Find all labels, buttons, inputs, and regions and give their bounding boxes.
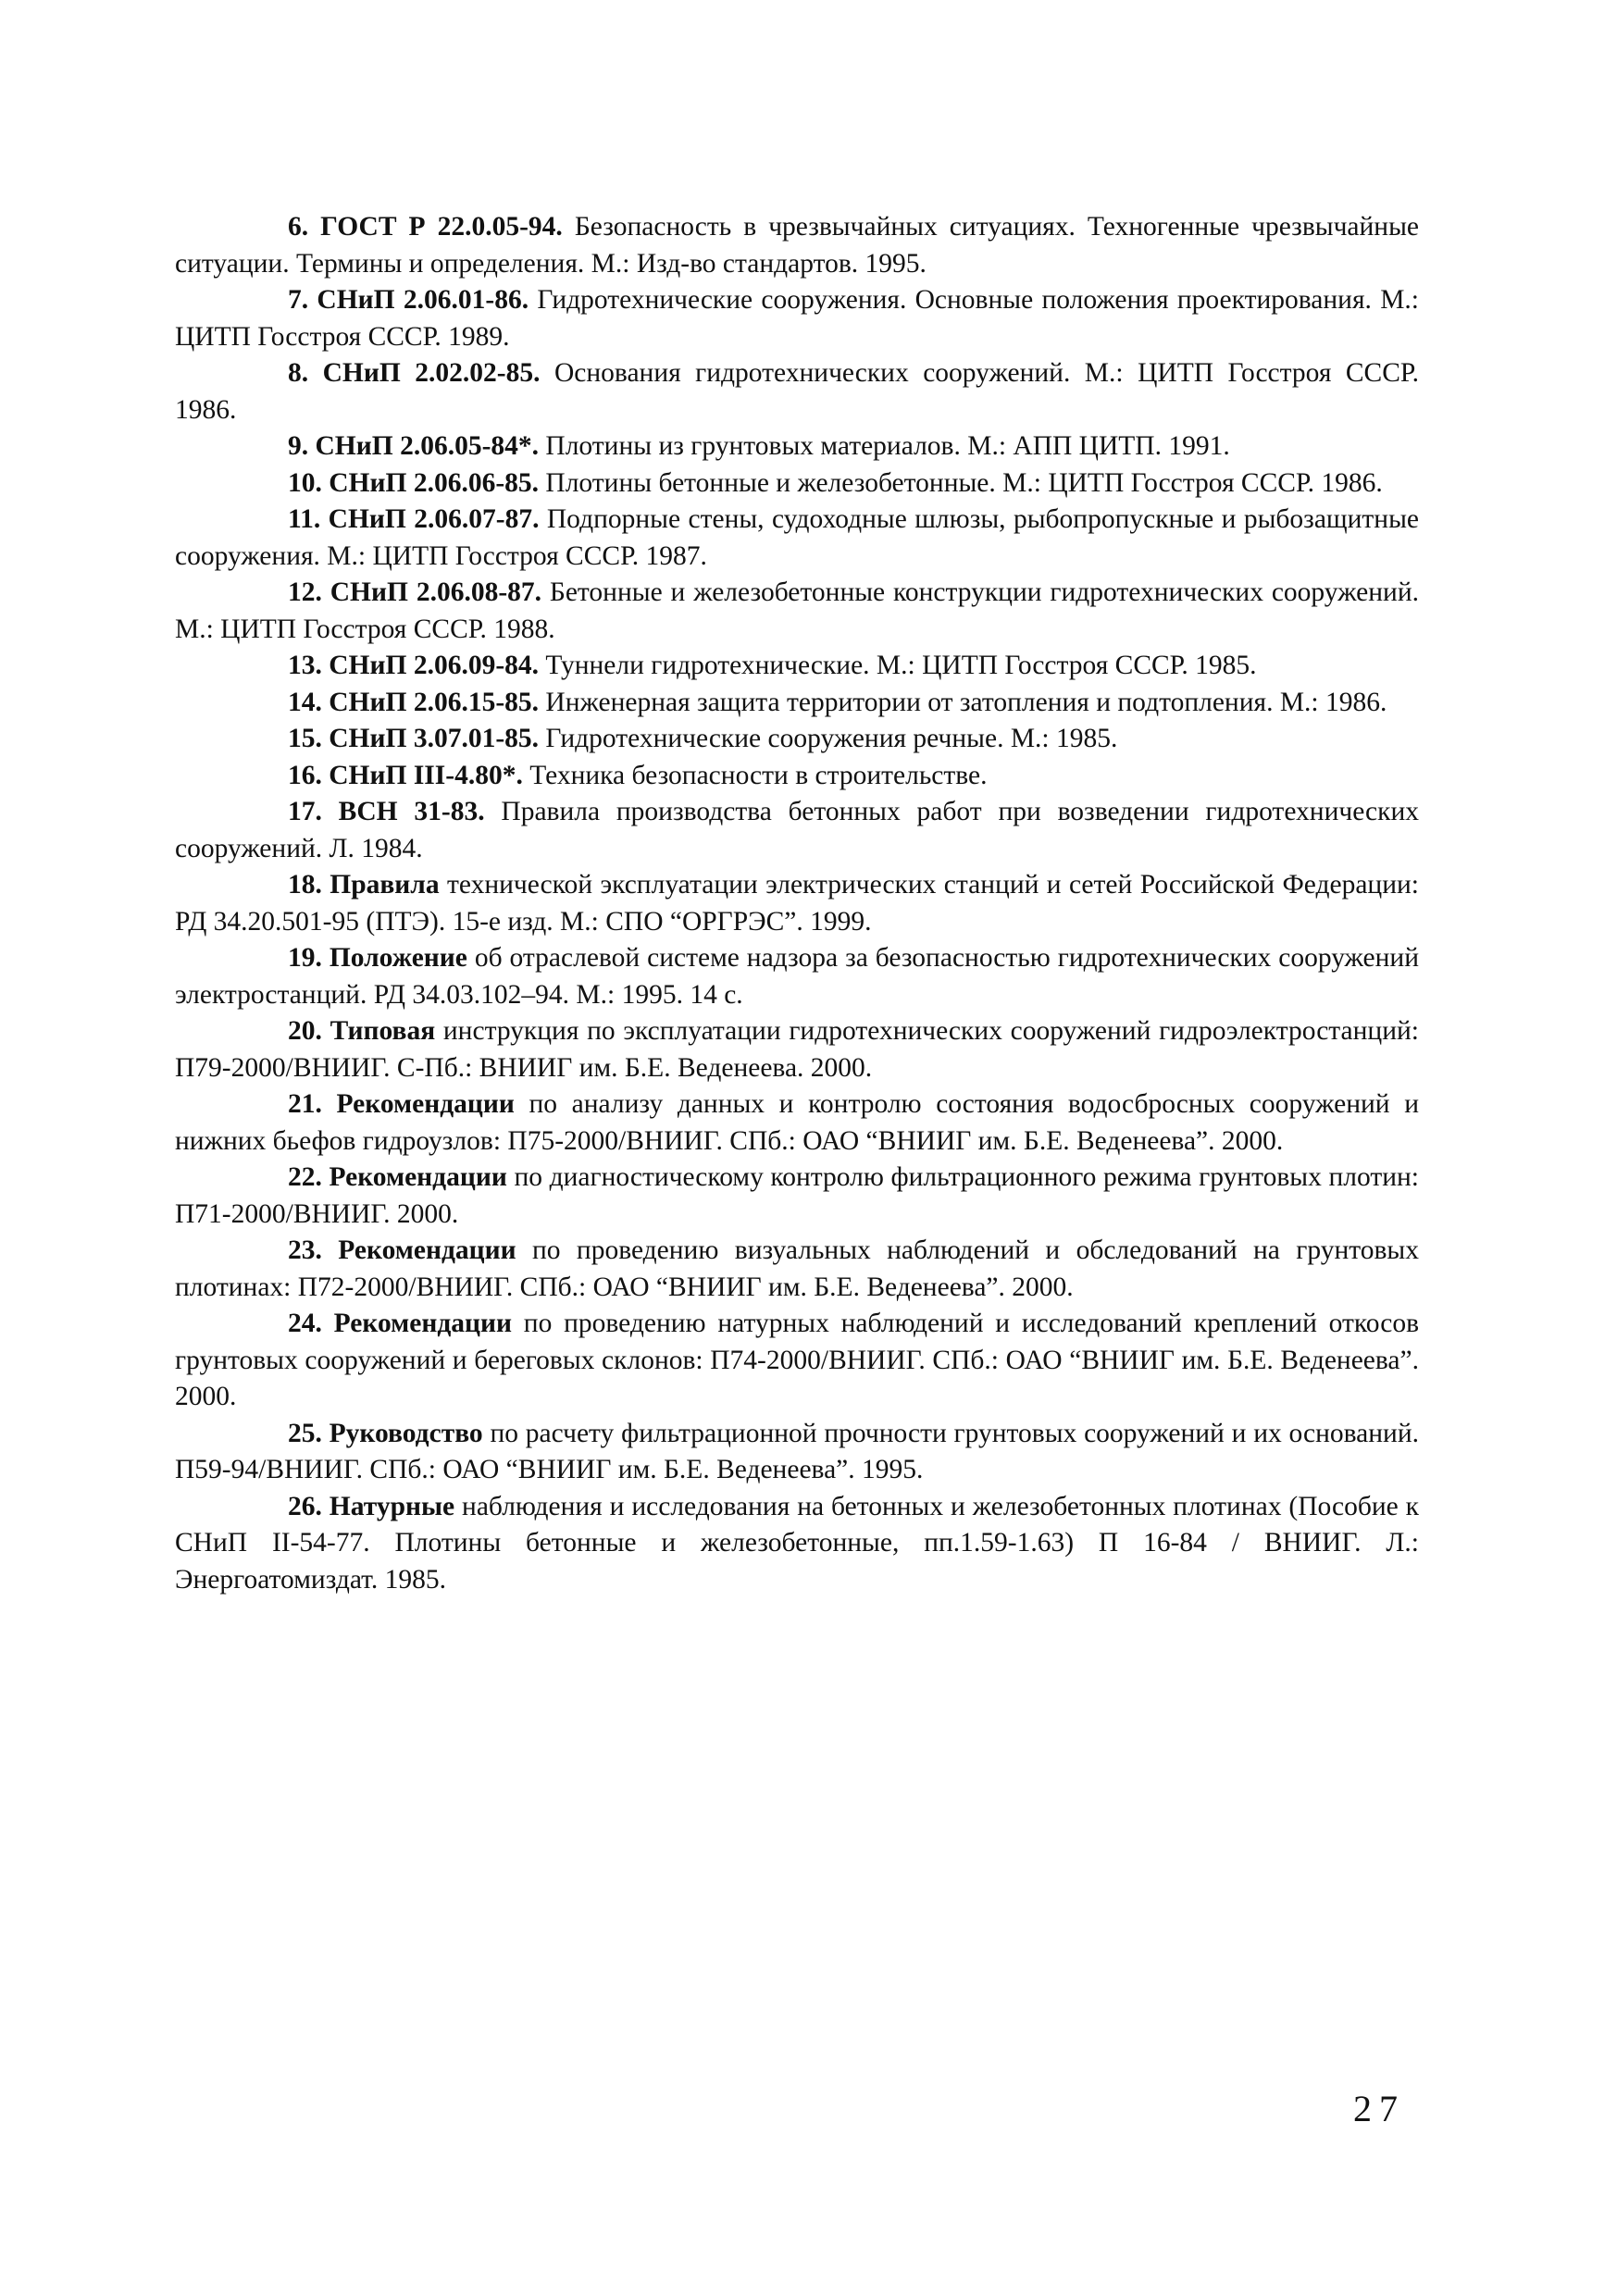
reference-item [175, 758, 1419, 795]
reference-title: 24. Рекомендации [288, 1309, 513, 1338]
reference-details: по проведению натурных наблюдений и исследований креплений откосов грунтовых сооружений и береговых склонов: П74-2000/ВНИИГ. СПб.: ОАО “ВНИИГ им. Б.Е. Веденеева”. 2000. [175, 1309, 1419, 1411]
reference-item [175, 867, 1419, 940]
reference-details: технической эксплуатации электрических станций и сетей Российской Федерации: РД 34.20.501-95 (ПТЭ). 15-е изд. М.: СПО “ОРГРЭС”. 1999. [175, 870, 1419, 937]
reference-item [175, 465, 1419, 503]
reference-item [175, 209, 1419, 282]
reference-details: Безопасность в чрезвычайных ситуациях. Техногенные чрезвычайные ситуации. Термины и определения. М.: Изд-во стандартов. 1995. [175, 212, 1419, 279]
reference-title: 16. СНиП III-4.80*. [288, 760, 523, 790]
reference-details: по диагностическому контролю фильтрационного режима грунтовых плотин: П71-2000/ВНИИГ. 2000. [175, 1162, 1419, 1229]
reference-item [175, 794, 1419, 867]
reference-list [175, 209, 1419, 1598]
reference-item [175, 685, 1419, 722]
reference-title: 22. Рекомендации [288, 1162, 507, 1192]
reference-title: 13. СНиП 2.06.09-84. [288, 651, 540, 680]
reference-details: Гидротехнические сооружения. Основные положения проектирования. М.: ЦИТП Госстроя СССР. 1989. [175, 285, 1419, 352]
reference-details: по расчету фильтрационной прочности грунтовых сооружений и их оснований. П59-94/ВНИИГ. СПб.: ОАО “ВНИИГ им. Б.Е. Веденеева”. 1995. [175, 1418, 1419, 1484]
reference-title: 26. Натурные [288, 1491, 455, 1521]
reference-details: Техника безопасности в строительстве. [522, 760, 988, 790]
reference-title: 17. ВСН 31-83. [288, 797, 485, 826]
reference-details: Правила производства бетонных работ при возведении гидротехнических сооружений. Л. 1984. [175, 797, 1419, 863]
reference-title: 23. Рекомендации [288, 1235, 516, 1265]
reference-item [175, 940, 1419, 1013]
reference-details: Туннели гидротехнические. М.: ЦИТП Госстроя СССР. 1985. [539, 651, 1257, 680]
reference-item [175, 1013, 1419, 1086]
reference-item [175, 1416, 1419, 1489]
reference-item [175, 355, 1419, 428]
reference-title: 15. СНиП 3.07.01-85. [288, 724, 540, 753]
page-number: 27 [1353, 2088, 1405, 2129]
reference-item [175, 502, 1419, 575]
reference-title: 8. СНиП 2.02.02-85. [288, 358, 541, 388]
reference-title: 19. Положение [288, 943, 467, 973]
reference-title: 9. СНиП 2.06.05-84*. [288, 431, 540, 461]
reference-item [175, 1489, 1419, 1599]
reference-title: 10. СНиП 2.06.06-85. [288, 467, 540, 498]
reference-details: Гидротехнические сооружения речные. М.: 1985. [539, 724, 1118, 753]
reference-item [175, 575, 1419, 648]
reference-item [175, 1306, 1419, 1416]
reference-item [175, 721, 1419, 758]
reference-title: 21. Рекомендации [288, 1089, 515, 1119]
reference-title: 14. СНиП 2.06.15-85. [288, 687, 540, 717]
reference-details: по проведению визуальных наблюдений и обследований на грунтовых плотинах: П72-2000/ВНИИГ. СПб.: ОАО “ВНИИГ им. Б.Е. Веденеева”. 2000. [175, 1235, 1419, 1302]
reference-item [175, 1086, 1419, 1160]
reference-item [175, 1160, 1419, 1233]
reference-details: Инженерная защита территории от затопления и подтопления. М.: 1986. [539, 687, 1387, 717]
reference-item [175, 428, 1419, 465]
reference-details: Подпорные стены, судоходные шлюзы, рыбопропускные и рыбозащитные сооружения. М.: ЦИТП Госстроя СССР. 1987. [175, 504, 1420, 571]
reference-title: 18. Правила [288, 870, 440, 900]
reference-title: 11. СНиП 2.06.07-87. [288, 504, 540, 534]
reference-details: Бетонные и железобетонные конструкции гидротехнических сооружений. М.: ЦИТП Госстроя СССР. 1988. [175, 577, 1419, 644]
reference-item [175, 282, 1419, 355]
reference-details: наблюдения и исследования на бетонных и железобетонных плотинах (Пособие к СНиП II-54-77. Плотины бетонные и железобетонные, пп.1.59-1.63) П 16-84 / ВНИИГ. Л.: Энергоатомиздат. 1985. [175, 1491, 1419, 1595]
reference-item [175, 1233, 1419, 1306]
reference-title: 12. СНиП 2.06.08-87. [288, 577, 542, 607]
reference-item [175, 648, 1419, 685]
reference-title: 6. ГОСТ Р 22.0.05-94. [288, 212, 563, 242]
reference-title: 20. Типовая [288, 1016, 436, 1046]
reference-details: Плотины бетонные и железобетонные. М.: ЦИТП Госстроя СССР. 1986. [539, 467, 1383, 498]
reference-details: инструкция по эксплуатации гидротехнических сооружений гидроэлектростанций: П79-2000/ВНИИГ. С-Пб.: ВНИИГ им. Б.Е. Веденеева. 2000. [175, 1016, 1419, 1083]
reference-details: Основания гидротехнических сооружений. М.: ЦИТП Госстроя СССР. 1986. [175, 358, 1419, 425]
reference-details: об отраслевой системе надзора за безопасностью гидротехнических сооружений электростанций. РД 34.03.102–94. М.: 1995. 14 с. [175, 943, 1420, 1010]
reference-title: 7. СНиП 2.06.01-86. [288, 285, 529, 315]
reference-title: 25. Руководство [288, 1418, 483, 1448]
reference-details: Плотины из грунтовых материалов. М.: АПП ЦИТП. 1991. [539, 431, 1230, 461]
reference-details: по анализу данных и контролю состояния водосбросных сооружений и нижних бьефов гидроузлов: П75-2000/ВНИИГ. СПб.: ОАО “ВНИИГ им. Б.Е. Веденеева”. 2000. [175, 1089, 1419, 1156]
